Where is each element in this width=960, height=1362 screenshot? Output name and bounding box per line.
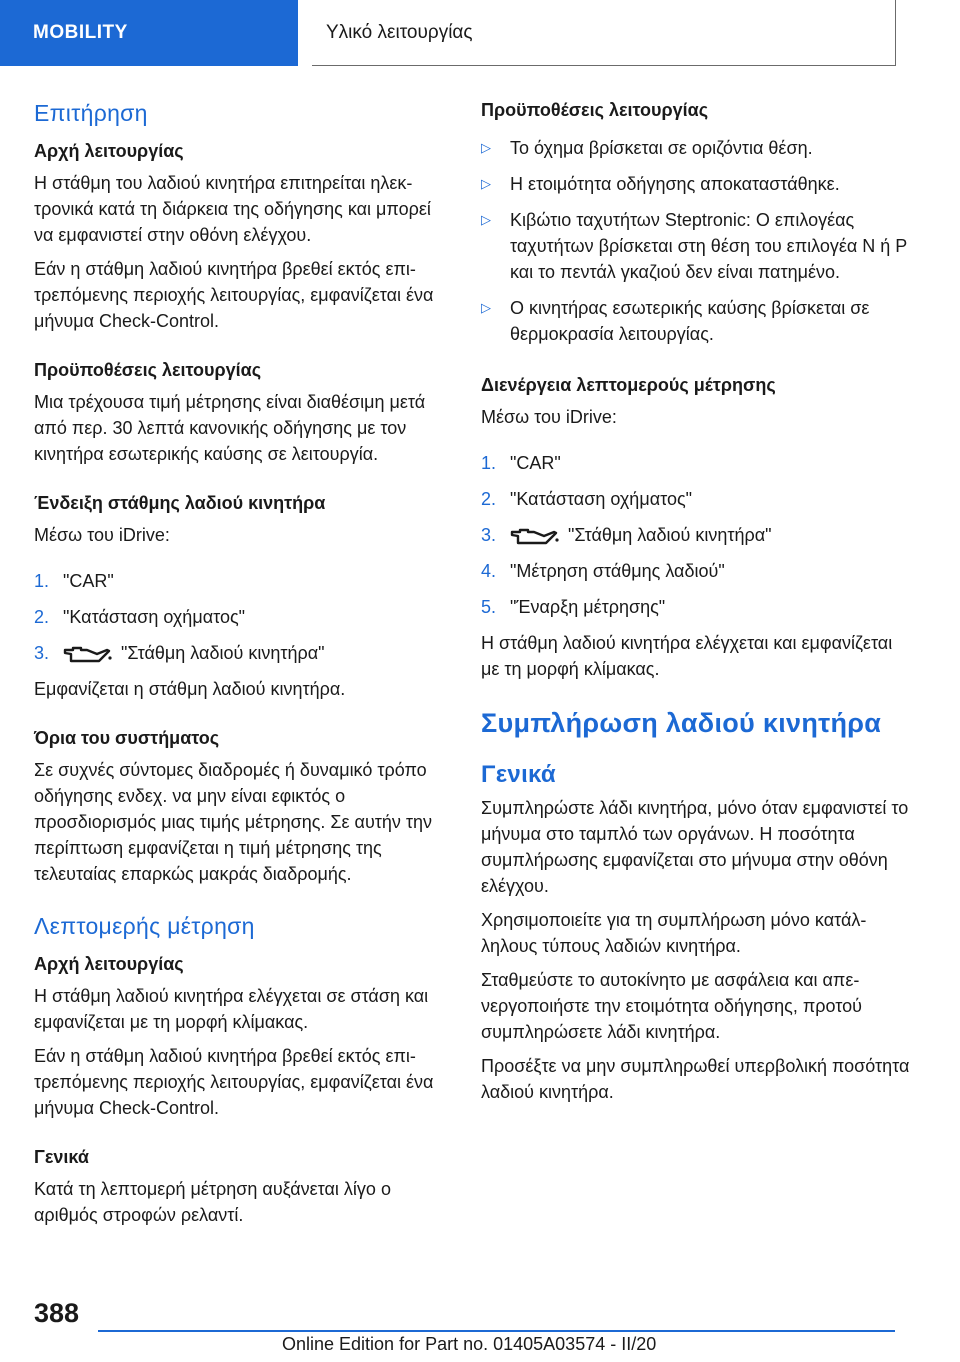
step-text: "Έναρξη μέτρησης"	[510, 597, 666, 617]
paragraph: Προσέξτε να μην συμπληρωθεί υπερβολική ποσότητα λαδιού κινητήρα.	[481, 1056, 910, 1102]
step-text: "Κατάσταση οχήματος"	[63, 607, 246, 627]
step-number: 3.	[481, 525, 497, 545]
list-item	[481, 295, 911, 347]
triangle-right-icon: ▷	[481, 300, 491, 315]
heading-requirements: Προϋποθέσεις λειτουργίας	[34, 360, 262, 380]
steps-list	[481, 450, 911, 620]
step-number: 2.	[34, 607, 50, 627]
step-text: "Στάθμη λαδιού κινητήρα"	[568, 525, 772, 545]
footer-divider	[98, 1330, 895, 1332]
paragraph: Η στάθμη του λαδιού κινητήρα επιτηρείται ηλεκτρονικά κατά τη διάρκεια της οδήγησης και μπορεί να εμφανιστεί στην οθόνη ελέγχου.	[34, 173, 431, 245]
step-number: 5.	[481, 597, 497, 617]
step-text: "Μέτρηση στάθμης λαδιού"	[510, 561, 725, 581]
triangle-right-icon: ▷	[481, 176, 491, 191]
triangle-right-icon: ▷	[481, 212, 491, 227]
section-title-monitoring: Επιτήρηση	[34, 100, 148, 126]
requirements-list	[481, 135, 911, 347]
oil-can-icon	[63, 644, 113, 664]
paragraph: Εμφανίζεται η στάθμη λαδιού κινητήρα.	[34, 679, 346, 699]
heading-general: Γενικά	[34, 1147, 89, 1167]
step-number: 1.	[481, 453, 497, 473]
list-item	[481, 450, 911, 476]
steps-list	[34, 568, 454, 666]
paragraph: Μια τρέχουσα τιμή μέτρησης είναι διαθέσιμη μετά από περ. 30 λεπτά κανονικής οδήγησης με τον κινητήρα εσωτερικής καύσης σε λειτουργία.	[34, 392, 426, 464]
step-number: 2.	[481, 489, 497, 509]
header-chapter	[312, 0, 896, 66]
list-item	[481, 522, 911, 548]
triangle-right-icon: ▷	[481, 140, 491, 155]
list-item	[34, 604, 454, 630]
step-text: "Στάθμη λαδιού κινητήρα"	[121, 643, 325, 663]
heading-principle: Αρχή λειτουργίας	[34, 141, 184, 161]
list-item	[481, 171, 911, 197]
list-item-text: Κιβώτιο ταχυτήτων Steptronic: Ο επιλογέας ταχυτήτων βρίσκεται στη θέση του επιλογέα N ή P και το πεντάλ γκαζιού δεν είναι πατημένο.	[510, 210, 907, 282]
heading-requirements: Προϋποθέσεις λειτουργίας	[481, 100, 709, 120]
right-column	[481, 100, 911, 1113]
footer-edition: Online Edition for Part no. 01405A03574 - II/20	[282, 1334, 657, 1354]
paragraph: Εάν η στάθμη λαδιού κινητήρα βρεθεί εκτός επιτρεπόμενης περιοχής λειτουργίας, εμφανίζεται ένα μήνυμα Check-Control.	[34, 1046, 434, 1118]
heading-system-limits: Όρια του συστήματος	[34, 728, 220, 748]
paragraph: Εάν η στάθμη λαδιού κινητήρα βρεθεί εκτός επιτρεπόμενης περιοχής λειτουργίας, εμφανίζεται ένα μήνυμα Check-Control.	[34, 259, 434, 331]
list-item-text: Η ετοιμότητα οδήγησης αποκαταστάθηκε.	[510, 174, 840, 194]
paragraph: Η στάθμη λαδιού κινητήρα ελέγχεται σε στάση και εμφανίζεται με τη μορφή κλίμακας.	[34, 986, 429, 1032]
step-text: "CAR"	[63, 571, 114, 591]
paragraph: Χρησιμοποιείτε για τη συμπλήρωση μόνο κατάλληλους τύπους λαδιών κινητήρα.	[481, 910, 867, 956]
section-title-top-up-oil: Συμπλήρωση λαδιού κινητήρα	[481, 708, 882, 738]
header-section	[0, 0, 298, 66]
step-number: 1.	[34, 571, 50, 591]
heading-general: Γενικά	[481, 761, 556, 788]
step-text: "Κατάσταση οχήματος"	[510, 489, 693, 509]
paragraph: Συμπληρώστε λάδι κινητήρα, μόνο όταν εμφανιστεί το μήνυμα στο ταμπλό των οργάνων. Η ποσότητα συμπλήρωσης εμφανίζεται στο μήνυμα στην οθόνη ελέγχου.	[481, 798, 909, 896]
oil-can-icon	[510, 526, 560, 546]
list-item	[481, 207, 911, 285]
list-item	[34, 640, 454, 666]
paragraph: Μέσω του iDrive:	[481, 407, 617, 427]
page-number: 388	[34, 1298, 80, 1328]
paragraph: Η στάθμη λαδιού κινητήρα ελέγχεται και εμφανίζεται με τη μορφή κλίμακας.	[481, 633, 893, 679]
list-item	[34, 568, 454, 594]
list-item	[481, 486, 911, 512]
list-item-text: Ο κινητήρας εσωτερικής καύσης βρίσκεται σε θερμοκρασία λειτουργίας.	[510, 298, 870, 344]
paragraph: Σε συχνές σύντομες διαδρομές ή δυναμικό τρόπο οδήγησης ενδεχ. να μην είναι εφικτός ο προσδιορισμός μιας τιμής μέτρησης. Σε αυτήν την περίπτωση εμφανίζεται η τιμή μέτρησης της τελευταίας επαρκώς μακράς διαδρομής.	[34, 760, 433, 884]
step-number: 4.	[481, 561, 497, 581]
left-column	[34, 100, 454, 1236]
step-number: 3.	[34, 643, 50, 663]
list-item-text: Το όχημα βρίσκεται σε οριζόντια θέση.	[510, 138, 813, 158]
list-item	[481, 135, 911, 161]
list-item	[481, 594, 911, 620]
heading-perform-detailed-measurement: Διενέργεια λεπτομερούς μέτρησης	[481, 375, 776, 395]
heading-oil-level-display: Ένδειξη στάθμης λαδιού κινητήρα	[34, 493, 326, 513]
section-title-detailed-measurement: Λεπτομερής μέτρηση	[34, 913, 255, 939]
paragraph: Σταθμεύστε το αυτοκίνητο με ασφάλεια και απενεργοποιήστε την ετοιμότητα οδήγησης, προτού συμπληρώσετε λάδι κινητήρα.	[481, 970, 862, 1042]
header-section-label: MOBILITY	[33, 22, 128, 43]
paragraph: Μέσω του iDrive:	[34, 525, 170, 545]
heading-principle: Αρχή λειτουργίας	[34, 954, 184, 974]
step-text: "CAR"	[510, 453, 561, 473]
list-item	[481, 558, 911, 584]
header-chapter-label: Υλικό λειτουργίας	[326, 21, 473, 43]
paragraph: Κατά τη λεπτομερή μέτρηση αυξάνεται λίγο ο αριθμός στροφών ρελαντί.	[34, 1179, 391, 1225]
